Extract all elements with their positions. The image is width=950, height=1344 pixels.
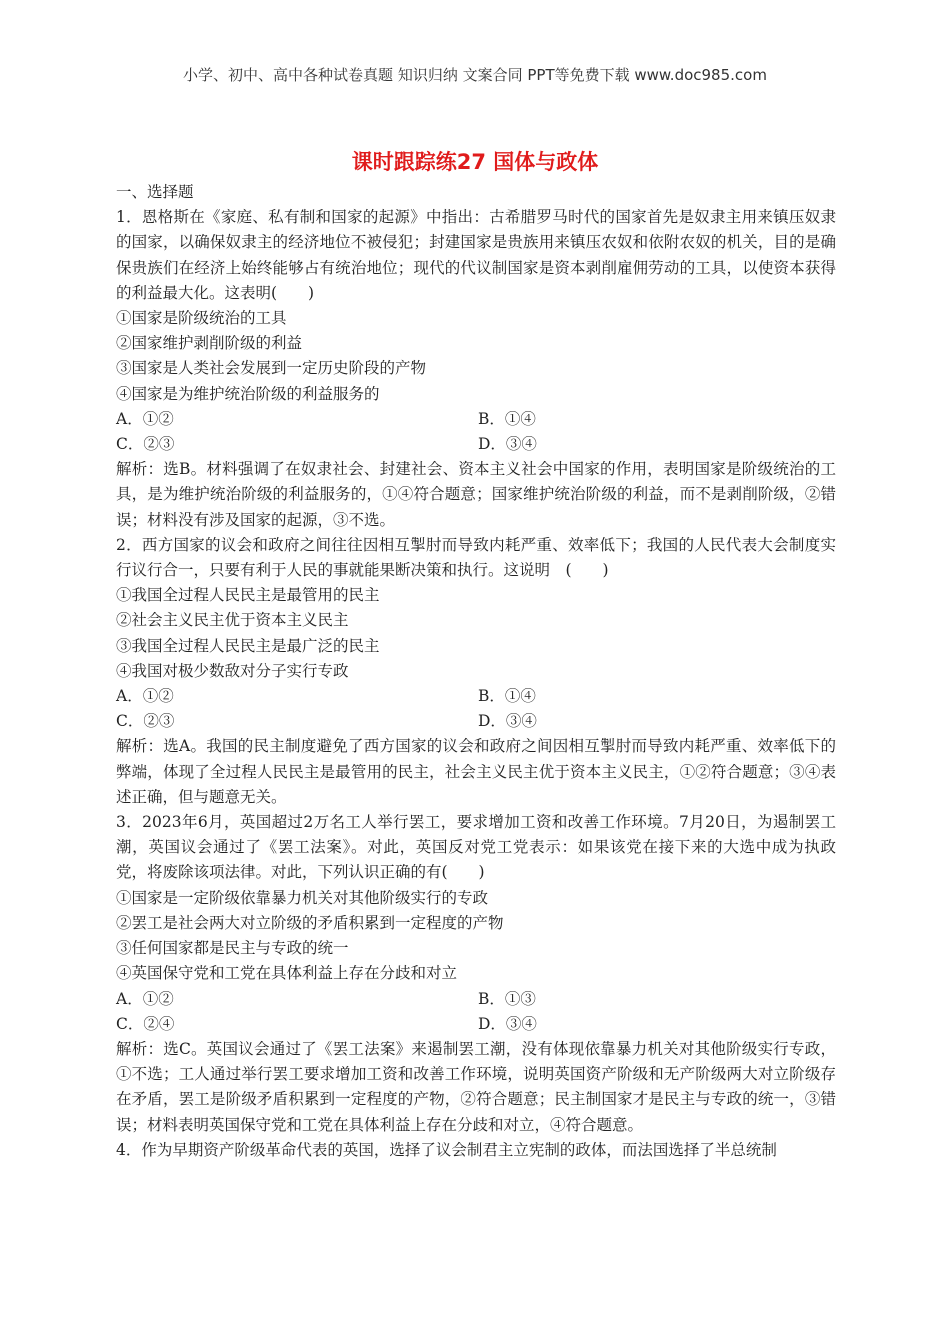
- question-3-stem: 3．2023年6月，英国超过2万名工人举行罢工，要求增加工资和改善工作环境。7月20日，为遏制罢工潮，英国议会通过了《罢工法案》。对此，英国反对党工党表示：如果该党在接下来的大选中成为执政党，将废除该项法律。对此，下列认识正确的有( ): [116, 813, 836, 882]
- question-3-analysis: 解析：选C。英国议会通过了《罢工法案》来遏制罢工潮，没有体现依靠暴力机关对其他阶级实行专政，①不选；工人通过举行罢工要求增加工资和改善工作环境，说明英国资产阶级和无产阶级两大对立阶级存在矛盾，罢工是阶级矛盾积累到一定程度的产物，②符合题意；民主制国家才是民主与专政的统一，③错误；材料表明英国保守党和工党在具体利益上存在分歧和对立，④符合题意。: [116, 1039, 836, 1134]
- question-4-stem: 4．作为早期资产阶级革命代表的英国，选择了议会制君主立宪制的政体，而法国选择了半总统制: [116, 1140, 777, 1159]
- question-3-option-b: B．①③: [478, 989, 536, 1008]
- page-title: 课时跟踪练27 国体与政体: [351, 150, 599, 174]
- question-2-item: ①我国全过程人民民主是最管用的民主: [116, 586, 380, 605]
- question-2-option-c: C．②③: [116, 712, 175, 731]
- question-2-item: ③我国全过程人民民主是最广泛的民主: [116, 636, 380, 655]
- question-3-option-d: D．③④: [478, 1014, 537, 1033]
- question-1-item: ①国家是阶级统治的工具: [116, 309, 287, 328]
- question-2-option-d: D．③④: [478, 712, 537, 731]
- question-1-analysis: 解析：选B。材料强调了在奴隶社会、封建社会、资本主义社会中国家的作用，表明国家是阶级统治的工具，是为维护统治阶级的利益服务的，①④符合题意；国家维护统治阶级的利益，而不是剥削阶级，②错误；材料没有涉及国家的起源，③不选。: [116, 460, 836, 529]
- question-2-option-b: B．①④: [478, 687, 536, 706]
- question-3-option-a: A．①②: [116, 989, 174, 1008]
- question-3-item: ②罢工是社会两大对立阶级的矛盾积累到一定程度的产物: [116, 913, 504, 932]
- question-1-option-b: B．①④: [478, 409, 536, 428]
- question-2-item: ②社会主义民主优于资本主义民主: [116, 611, 349, 630]
- question-1-item: ④国家是为维护统治阶级的利益服务的: [116, 384, 380, 403]
- question-1-option-a: A．①②: [116, 409, 174, 428]
- question-1-item: ③国家是人类社会发展到一定历史阶段的产物: [116, 359, 427, 378]
- question-1-option-c: C．②③: [116, 435, 175, 454]
- question-2-stem: 2．西方国家的议会和政府之间往往因相互掣肘而导致内耗严重、效率低下；我国的人民代表大会制度实行议行合一，只要有利于人民的事就能果断决策和执行。这说明 ( ): [116, 535, 836, 580]
- question-1-option-d: D．③④: [478, 435, 537, 454]
- section-heading: 一、选择题: [116, 183, 194, 201]
- question-3-item: ①国家是一定阶级依靠暴力机关对其他阶级实行的专政: [116, 888, 489, 907]
- question-3-item: ④英国保守党和工党在具体利益上存在分歧和对立: [116, 964, 458, 983]
- question-3-item: ③任何国家都是民主与专政的统一: [116, 939, 349, 958]
- question-2-analysis: 解析：选A。我国的民主制度避免了西方国家的议会和政府之间因相互掣肘而导致内耗严重、效率低下的弊端，体现了全过程人民民主是最管用的民主，社会主义民主优于资本主义民主，①②符合题意；③④表述正确，但与题意无关。: [116, 737, 836, 806]
- question-2-option-a: A．①②: [116, 687, 174, 706]
- question-1-item: ②国家维护剥削阶级的利益: [116, 334, 303, 353]
- question-3-option-c: C．②④: [116, 1014, 175, 1033]
- question-2-item: ④我国对极少数敌对分子实行专政: [116, 661, 349, 680]
- question-1-stem: 1．恩格斯在《家庭、私有制和国家的起源》中指出：古希腊罗马时代的国家首先是奴隶主用来镇压奴隶的国家，以确保奴隶主的经济地位不被侵犯；封建国家是贵族用来镇压农奴和依附农奴的机关，目的是确保贵族们在经济上始终能够占有统治地位；现代的代议制国家是资本剥削雇佣劳动的工具，以使资本获得的利益最大化。这表明( ): [116, 208, 836, 302]
- document-body: [116, 180, 836, 1163]
- page-header: 小学、初中、高中各种试卷真题 知识归纳 文案合同 PPT等免费下载 www.doc985.com: [183, 66, 767, 84]
